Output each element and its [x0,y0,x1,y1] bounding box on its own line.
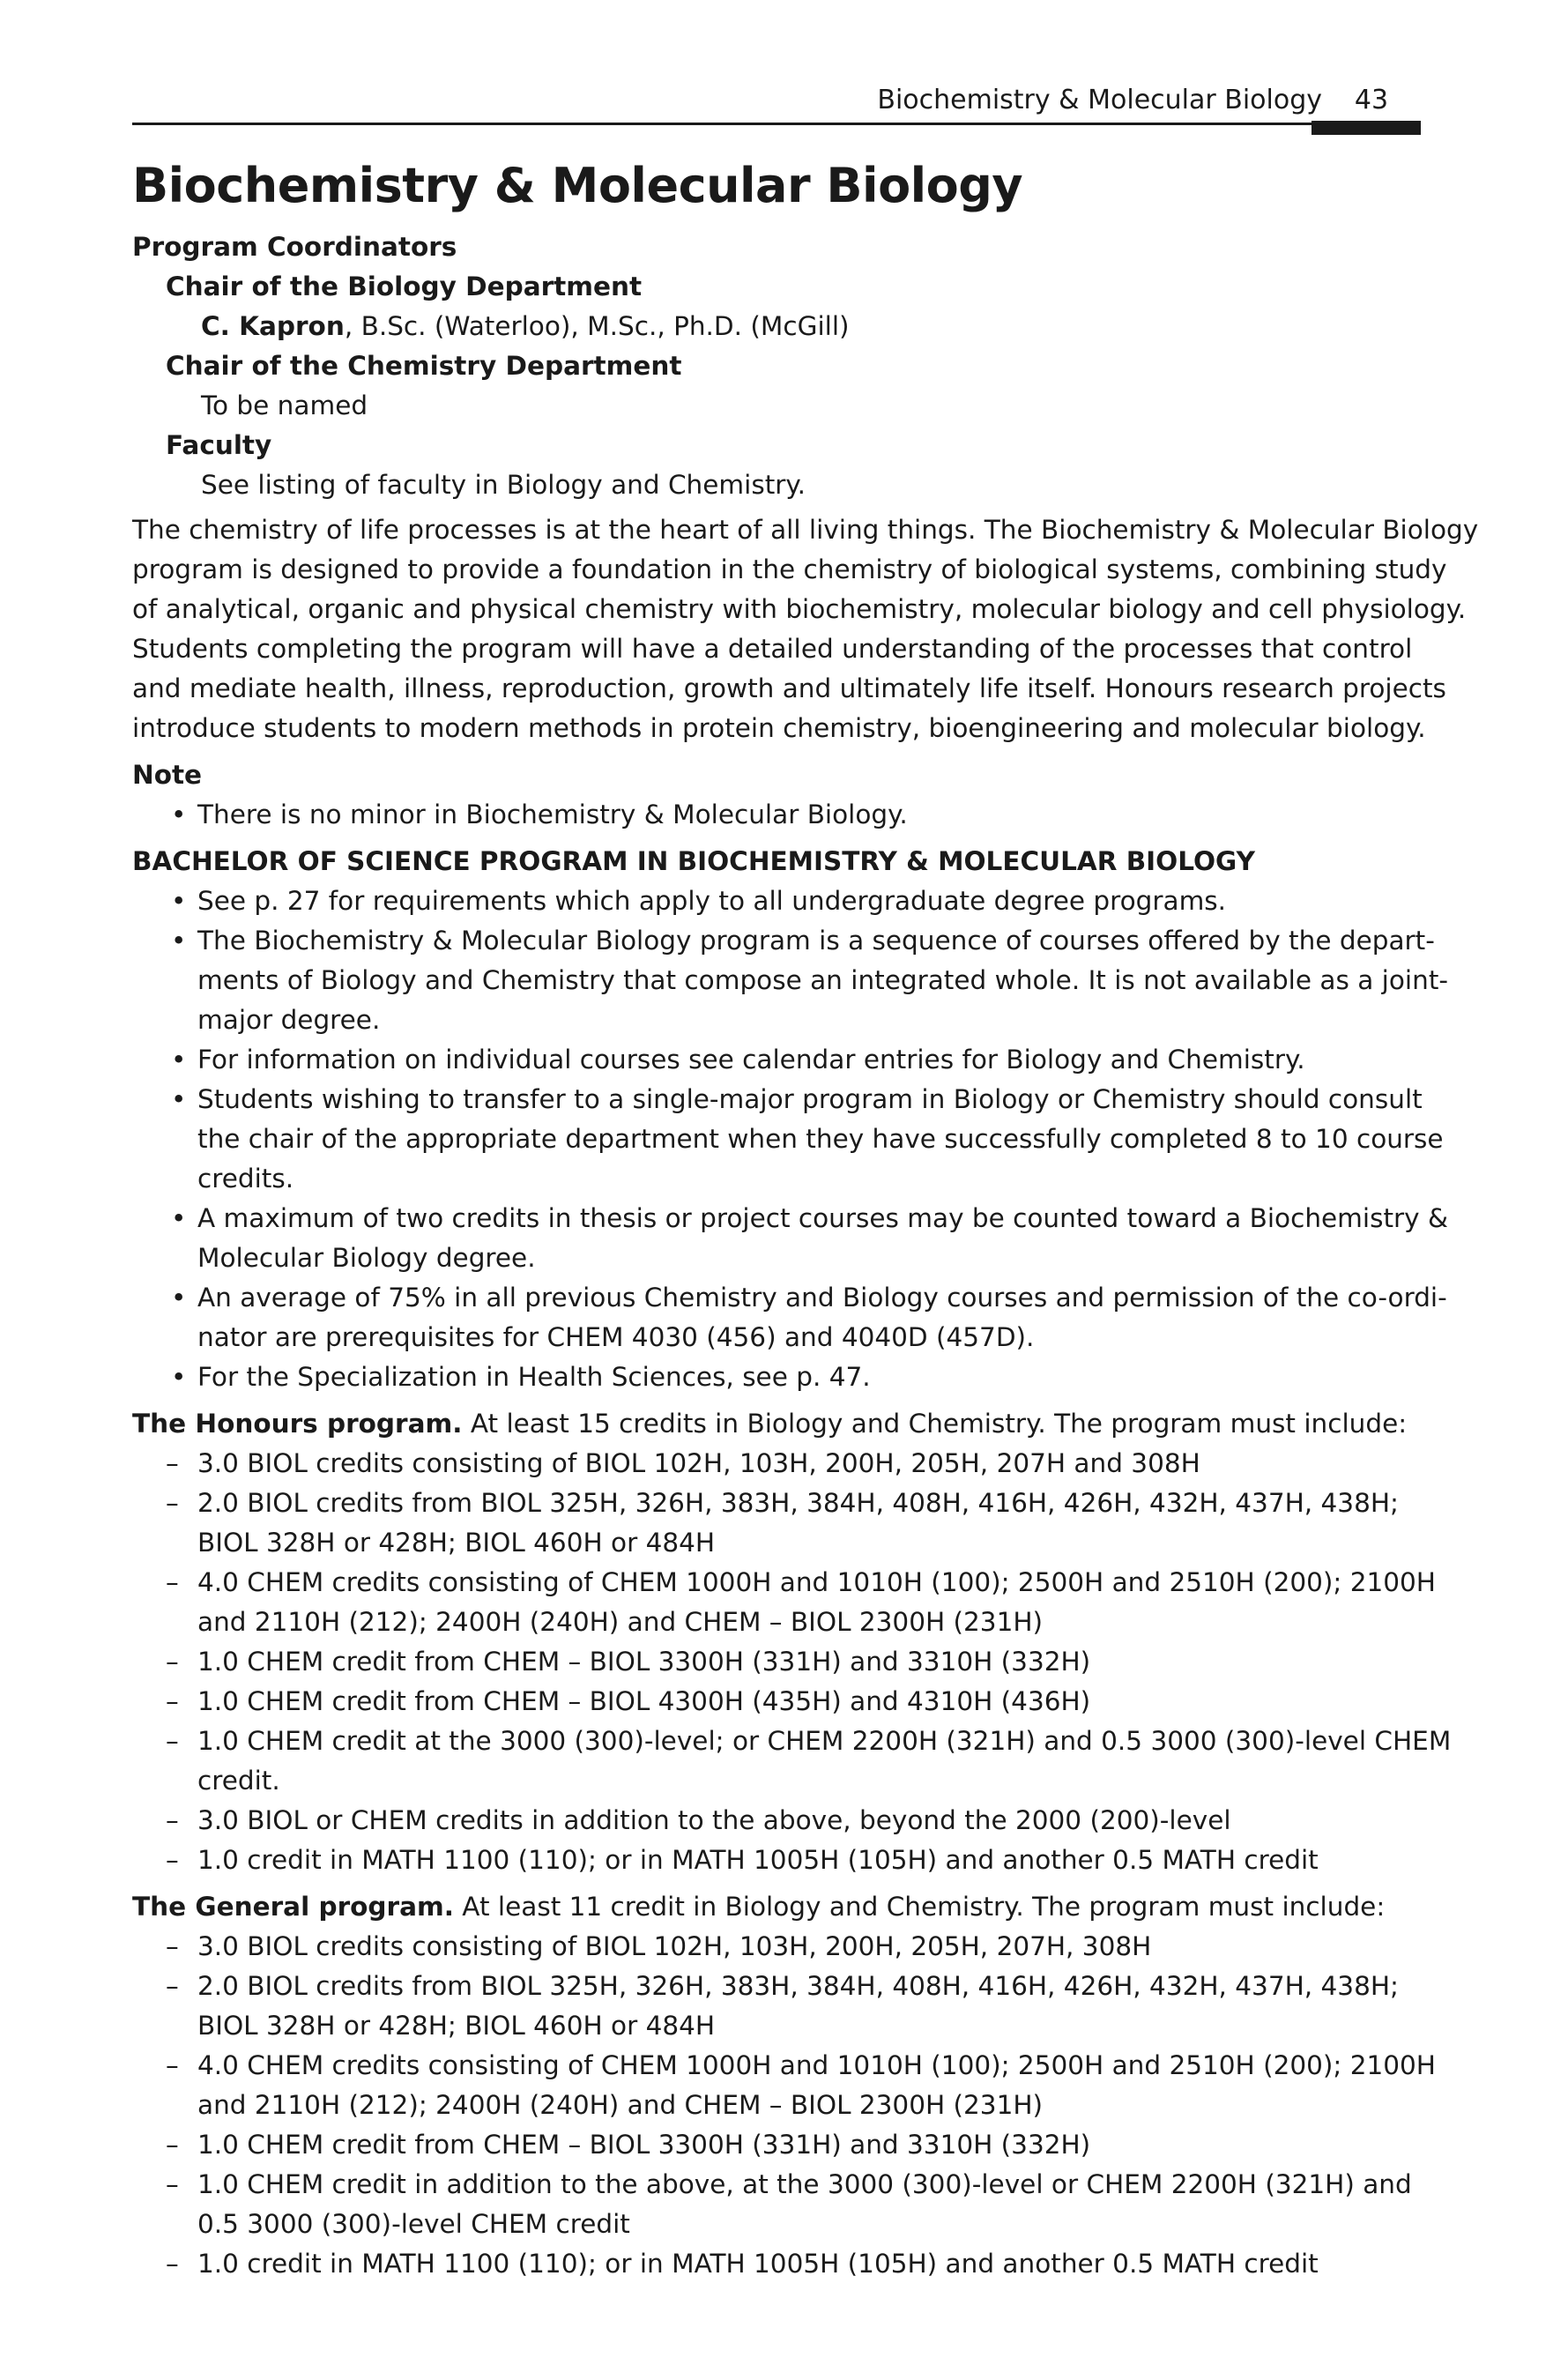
biology-chair-heading: Chair of the Biology Department [166,271,643,301]
list-marker: • [171,1283,187,1313]
honours-item [132,1484,1421,1563]
list-marker: – [166,1931,179,1961]
biology-chair-name: C. Kapron [201,311,345,341]
list-marker: • [171,1203,187,1233]
general-item [132,2244,1421,2284]
list-marker: • [171,886,187,916]
list-item-text: 1.0 CHEM credit from CHEM – BIOL 4300H (435H) and 4310H (436H) [197,1686,1091,1716]
honours-item [132,1444,1421,1484]
general-item [132,1967,1421,2046]
honours-item [132,1722,1452,1801]
chemistry-chair-heading: Chair of the Chemistry Department [166,351,682,381]
bsc-item [132,1357,1421,1397]
list-item-text: 1.0 CHEM credit from CHEM – BIOL 3300H (331H) and 3310H (332H) [197,2130,1091,2160]
header-tab-bar [1312,121,1421,135]
general-lead: The General program. [132,1892,454,1922]
header-rule [132,123,1312,125]
list-item-text: An average of 75% in all previous Chemistry and Biology courses and permission of the co-ordi- [197,1283,1447,1313]
list-marker: – [166,1488,179,1518]
general-item [132,2046,1436,2125]
honours-item [132,1841,1421,1880]
bsc-heading: BACHELOR OF SCIENCE PROGRAM IN BIOCHEMISTRY & MOLECULAR BIOLOGY [132,846,1255,876]
bsc-item [132,1040,1421,1080]
list-item-text: 2.0 BIOL credits from BIOL 325H, 326H, 383H, 384H, 408H, 416H, 426H, 432H, 437H, 438H; [197,1488,1399,1518]
page-title: Biochemistry & Molecular Biology [132,158,1023,213]
list-item-text: the chair of the appropriate department when they have successfully completed 8 to 10 course [197,1124,1444,1154]
list-item-text: 0.5 3000 (300)-level CHEM credit [197,2209,630,2239]
list-item-text: There is no minor in Biochemistry & Molecular Biology. [197,800,908,829]
list-item-text: 1.0 CHEM credit in addition to the above, at the 3000 (300)-level or CHEM 2200H (321H) and [197,2169,1412,2199]
list-item-text: and 2110H (212); 2400H (240H) and CHEM – BIOL 2300H (231H) [197,1607,1044,1637]
biology-chair-entry [132,307,1421,346]
honours-requirements-list [132,1444,1452,1880]
list-marker: – [166,1805,179,1835]
list-item-text: 1.0 credit in MATH 1100 (110); or in MATH 1005H (105H) and another 0.5 MATH credit [197,1845,1319,1875]
honours-item [132,1563,1436,1642]
list-item-text: A maximum of two credits in thesis or project courses may be counted toward a Biochemistry & [197,1203,1449,1233]
list-marker: • [171,1084,187,1114]
bsc-item [132,1199,1449,1278]
list-marker: – [166,1726,179,1756]
list-item-text: For information on individual courses see calendar entries for Biology and Chemistry. [197,1045,1305,1075]
running-title: Biochemistry & Molecular Biology [877,85,1322,115]
faculty-heading: Faculty [166,430,272,460]
bsc-item [132,921,1449,1040]
list-marker: – [166,1448,179,1478]
list-item-text: 3.0 BIOL credits consisting of BIOL 102H, 103H, 200H, 205H, 207H and 308H [197,1448,1200,1478]
chemistry-chair-value: To be named [201,390,368,420]
program-coordinators [132,227,1421,505]
note-list [132,795,1421,835]
list-item-text: 3.0 BIOL credits consisting of BIOL 102H, 103H, 200H, 205H, 207H, 308H [197,1931,1152,1961]
list-marker: – [166,2130,179,2160]
general-text: At least 11 credit in Biology and Chemistry. The program must include: [453,1892,1386,1922]
intro-line: The chemistry of life processes is at the heart of all living things. The Biochemistry & Molecular Biology [132,515,1479,545]
honours-intro [132,1404,1421,1444]
general-requirements-list [132,1927,1436,2284]
general-item [132,1927,1421,1967]
coordinators-heading: Program Coordinators [132,232,457,262]
list-item-text: 4.0 CHEM credits consisting of CHEM 1000H and 1010H (100); 2500H and 2510H (200); 2100H [197,2050,1436,2080]
honours-text: At least 15 credits in Biology and Chemistry. The program must include: [462,1409,1408,1439]
general-item [132,2125,1421,2165]
intro-line: program is designed to provide a foundation in the chemistry of biological systems, combining study [132,554,1447,584]
bsc-item [132,1278,1447,1357]
intro-line: introduce students to modern methods in protein chemistry, bioengineering and molecular biology. [132,713,1426,743]
list-item-text: 2.0 BIOL credits from BIOL 325H, 326H, 383H, 384H, 408H, 416H, 426H, 432H, 437H, 438H; [197,1971,1399,2001]
list-item-text: and 2110H (212); 2400H (240H) and CHEM – BIOL 2300H (231H) [197,2090,1044,2120]
biology-chair-credentials: , B.Sc. (Waterloo), M.Sc., Ph.D. (McGill) [344,311,850,341]
list-marker: – [166,1567,179,1597]
faculty-value: See listing of faculty in Biology and Chemistry. [201,470,806,500]
intro-paragraph [132,510,1479,748]
list-item-text: BIOL 328H or 428H; BIOL 460H or 484H [197,1528,716,1558]
list-item-text: ments of Biology and Chemistry that compose an integrated whole. It is not available as a joint- [197,965,1449,995]
list-item-text: credit. [197,1766,280,1796]
list-marker: • [171,926,187,956]
list-item-text: See p. 27 for requirements which apply to all undergraduate degree programs. [197,886,1227,916]
running-header [132,78,1421,123]
general-item [132,2165,1421,2244]
list-marker: – [166,2169,179,2199]
honours-lead: The Honours program. [132,1409,463,1439]
list-item-text: 1.0 CHEM credit at the 3000 (300)-level; or CHEM 2200H (321H) and 0.5 3000 (300)-level CHEM [197,1726,1452,1756]
list-item-text: nator are prerequisites for CHEM 4030 (456) and 4040D (457D). [197,1322,1035,1352]
intro-line: and mediate health, illness, reproduction, growth and ultimately life itself. Honours research projects [132,673,1446,703]
intro-line: Students completing the program will have a detailed understanding of the processes that control [132,634,1413,664]
honours-item [132,1642,1421,1682]
general-intro [132,1887,1421,1927]
page-content [132,152,1479,2284]
note-heading: Note [132,760,203,790]
list-marker: – [166,1971,179,2001]
list-item-text: 1.0 CHEM credit from CHEM – BIOL 3300H (331H) and 3310H (332H) [197,1647,1091,1677]
intro-line: of analytical, organic and physical chemistry with biochemistry, molecular biology and cell physiology. [132,594,1467,624]
list-marker: • [171,1045,187,1075]
bsc-item [132,1080,1444,1199]
honours-item [132,1682,1421,1722]
list-marker: – [166,2249,179,2279]
list-marker: • [171,1362,187,1392]
list-item-text: Molecular Biology degree. [197,1243,536,1273]
list-marker: – [166,2050,179,2080]
note-item [132,795,1421,835]
list-item-text: Students wishing to transfer to a single-major program in Biology or Chemistry should consult [197,1084,1423,1114]
page-number: 43 [1354,85,1389,115]
list-item-text: credits. [197,1164,294,1194]
list-marker: • [171,800,187,829]
list-item-text: For the Specialization in Health Sciences, see p. 47. [197,1362,871,1392]
list-marker: – [166,1845,179,1875]
bsc-requirements-list [132,881,1449,1397]
list-marker: – [166,1647,179,1677]
list-item-text: 3.0 BIOL or CHEM credits in addition to the above, beyond the 2000 (200)-level [197,1805,1231,1835]
honours-item [132,1801,1421,1841]
list-marker: – [166,1686,179,1716]
list-item-text: major degree. [197,1005,381,1035]
bsc-item [132,881,1421,921]
list-item-text: BIOL 328H or 428H; BIOL 460H or 484H [197,2011,716,2041]
list-item-text: 4.0 CHEM credits consisting of CHEM 1000H and 1010H (100); 2500H and 2510H (200); 2100H [197,1567,1436,1597]
list-item-text: The Biochemistry & Molecular Biology program is a sequence of courses offered by the depart- [197,926,1435,956]
list-item-text: 1.0 credit in MATH 1100 (110); or in MATH 1005H (105H) and another 0.5 MATH credit [197,2249,1319,2279]
